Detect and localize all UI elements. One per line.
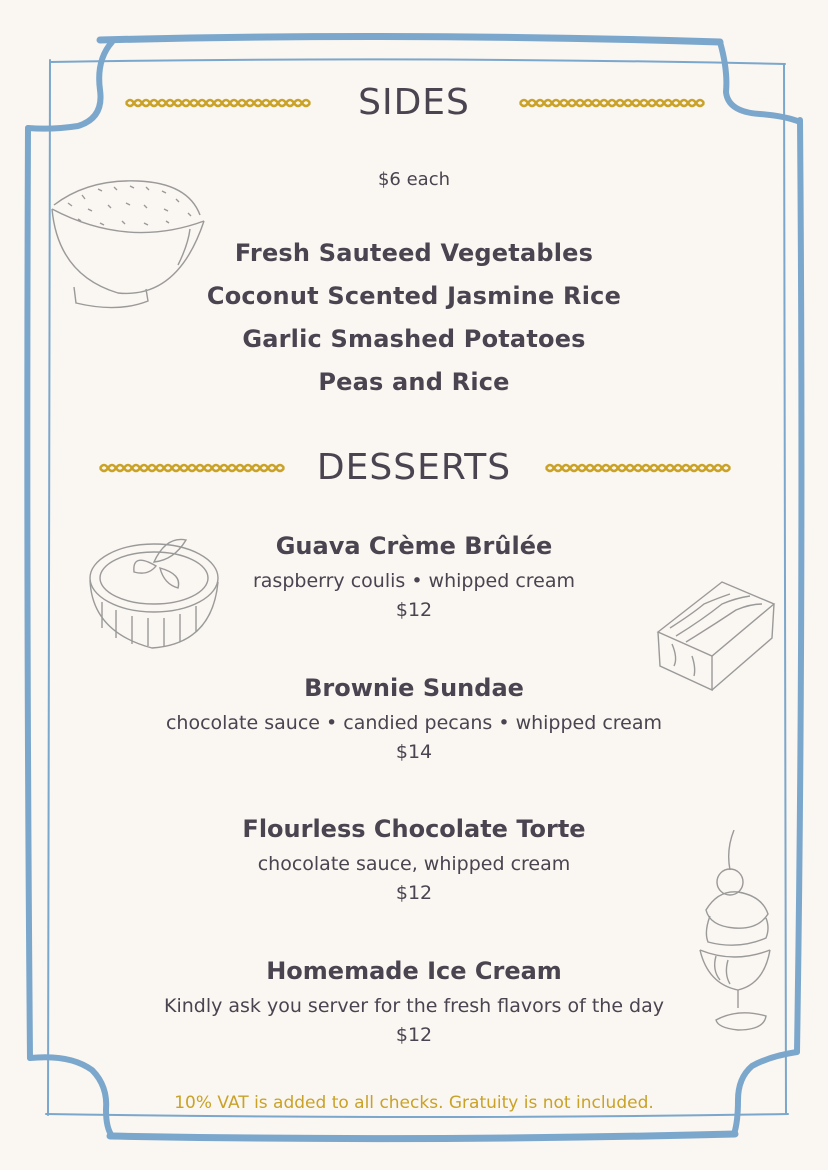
dessert-price: $12 — [395, 1024, 433, 1046]
dessert-price: $12 — [395, 599, 433, 621]
side-item: Peas and Rice — [318, 368, 510, 396]
dessert-price: $12 — [395, 882, 433, 904]
vat-note: 10% VAT is added to all checks. Gratuity is not included. — [174, 1093, 654, 1113]
dessert-description: chocolate sauce, whipped cream — [257, 853, 571, 875]
dessert-description: chocolate sauce • candied pecans • whipped cream — [165, 712, 663, 734]
side-item: Fresh Sauteed Vegetables — [234, 239, 594, 267]
sides-title: SIDES — [358, 82, 470, 123]
dessert-name: Brownie Sundae — [304, 674, 524, 702]
sides-price-note: $6 each — [377, 169, 451, 190]
side-item: Coconut Scented Jasmine Rice — [206, 282, 622, 310]
dessert-price: $14 — [395, 741, 433, 763]
dessert-description: Kindly ask you server for the fresh flavors of the day — [163, 995, 664, 1017]
dessert-name: Flourless Chocolate Torte — [242, 815, 586, 843]
dessert-name: Homemade Ice Cream — [266, 957, 562, 985]
dessert-description: raspberry coulis • whipped cream — [252, 570, 576, 592]
side-item: Garlic Smashed Potatoes — [242, 325, 586, 353]
desserts-title: DESSERTS — [316, 447, 512, 488]
dessert-name: Guava Crème Brûlée — [275, 532, 553, 560]
